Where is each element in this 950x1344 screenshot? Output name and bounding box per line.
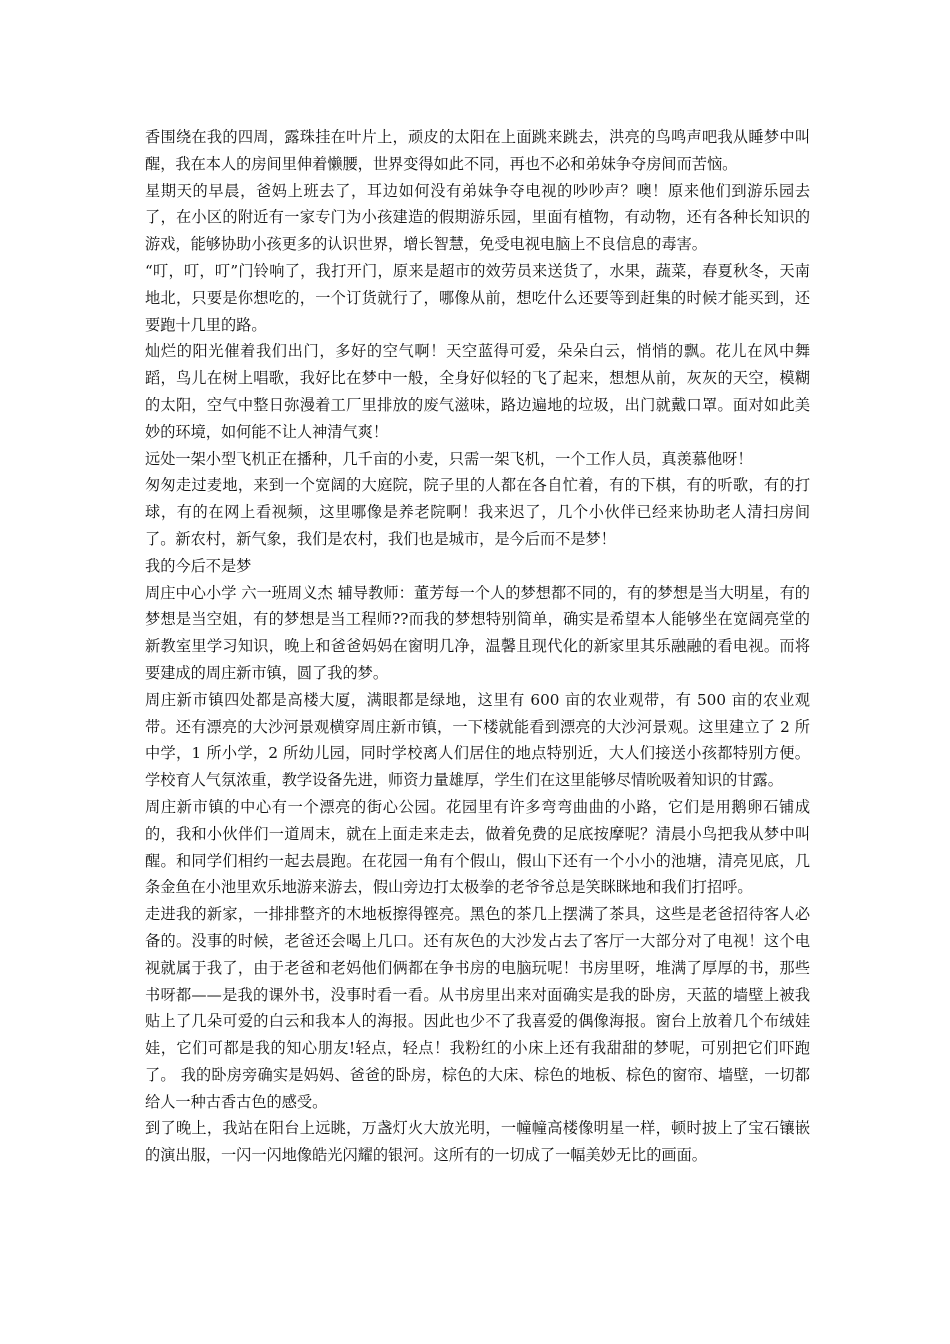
paragraph: 香围绕在我的四周，露珠挂在叶片上，顽皮的太阳在上面跳来跳去，洪亮的鸟鸣声吧我从睡梦中叫醒，我在本人的房间里伸着懒腰，世界变得如此不同，再也不必和弟妹争夺房间而苦恼。 [145, 128, 810, 173]
paragraph: 周庄新市镇四处都是高楼大厦，满眼都是绿地，这里有 600 亩的农业观带，有 500 亩的农业观带。还有漂亮的大沙河景观横穿周庄新市镇，一下楼就能看到漂亮的大沙河景观。这里建立了 2 所中学，1 所小学，2 所幼儿园，同时学校离人们居住的地点特别近，大人们接送小孩都特别方便。学校育人气氛浓重，教学设备先进，师资力量雄厚，学生们在这里能够尽情吮吸着知识的甘露。 [145, 690, 810, 790]
paragraph: 周庄新市镇的中心有一个漂亮的街心公园。花园里有许多弯弯曲曲的小路，它们是用鹅卵石铺成的，我和小伙伴们一道周末，就在上面走来走去，做着免费的足底按摩呢？清晨小鸟把我从梦中叫醒。和同学们相约一起去晨跑。在花园一角有个假山，假山下还有一个小小的池塘，清亮见底，几条金鱼在小池里欢乐地游来游去，假山旁边打太极拳的老爷爷总是笑眯眯地和我们打招呼。 [145, 797, 810, 897]
paragraph: 周庄中心小学 六一班周义杰 辅导教师：董芳每一个人的梦想都不同的，有的梦想是当大明星，有的梦想是当空姐，有的梦想是当工程师??而我的梦想特别简单，确实是希望本人能够坐在宽阔亮堂的新教室里学习知识，晚上和爸爸妈妈在窗明几净，温馨且现代化的新家里其乐融融的看电视。而将要建成的周庄新市镇，圆了我的梦。 [145, 583, 810, 682]
paragraph: 走进我的新家，一排排整齐的木地板擦得铿亮。黑色的茶几上摆满了茶具，这些是老爸招待客人必备的。没事的时候，老爸还会喝上几口。还有灰色的大沙发占去了客厅一大部分对了电视！这个电视就属于我了，由于老爸和老妈他们俩都在争书房的电脑玩呢！书房里呀，堆满了厚厚的书，那些书呀都——是我的课外书，没事时看一看。从书房里出来对面确实是我的卧房，天蓝的墙壁上被我贴上了几朵可爱的白云和我本人的海报。因此也少不了我喜爱的偶像海报。窗台上放着几个布绒娃娃，它们可都是我的知心朋友!轻点，轻点！我粉红的小床上还有我甜甜的梦呢，可别把它们吓跑了。 我的卧房旁确实是妈妈、爸爸的卧房，棕色的大床、棕色的地板、棕色的窗帘、墙壁，一切都给人一种古香古色的感受。 [145, 905, 810, 1111]
paragraph: 到了晚上，我站在阳台上远眺，万盏灯火大放光明，一幢幢高楼像明星一样，顿时披上了宝石镶嵌的演出服，一闪一闪地像皓光闪耀的银河。这所有的一切成了一幅美妙无比的画面。 [145, 1119, 810, 1165]
section-title: 我的今后不是梦 [145, 556, 252, 575]
paragraph: 星期天的早晨，爸妈上班去了，耳边如何没有弟妹争夺电视的吵吵声？噢！原来他们到游乐园去了，在小区的附近有一家专门为小孩建造的假期游乐园，里面有植物，有动物，还有各种长知识的游戏，能够协助小孩更多的认识世界，增长智慧，免受电视电脑上不良信息的毒害。 [145, 181, 810, 254]
paragraph: 远处一架小型飞机正在播种，几千亩的小麦，只需一架飞机，一个工作人员，真羡慕他呀！ [145, 449, 753, 468]
paragraph: 匆匆走过麦地，来到一个宽阔的大庭院，院子里的人都在各自忙着，有的下棋，有的听歌，有的打球，有的在网上看视频，这里哪像是养老院啊！我来迟了，几个小伙伴已经来协助老人清扫房间了。新农村，新气象，我们是农村，我们也是城市，是今后而不是梦！ [145, 476, 810, 548]
paragraph: “叮，叮，叮”门铃响了，我打开门，原来是超市的效劳员来送货了，水果，蔬菜，春夏秋冬，天南地北，只要是你想吃的，一个订货就行了，哪像从前，想吃什么还要等到赶集的时候才能买到，还要跑十几里的路。 [145, 261, 810, 334]
document-body [145, 124, 810, 1169]
paragraph: 灿烂的阳光催着我们出门，多好的空气啊！天空蓝得可爱，朵朵白云，悄悄的飘。花儿在风中舞蹈，鸟儿在树上唱歌，我好比在梦中一般，全身好似轻的飞了起来，想想从前，灰灰的天空，模糊的太阳，空气中整日弥漫着工厂里排放的废气滋味，路边遍地的垃圾，出门就戴口罩。面对如此美妙的环境，如何能不让人神清气爽！ [145, 342, 810, 441]
